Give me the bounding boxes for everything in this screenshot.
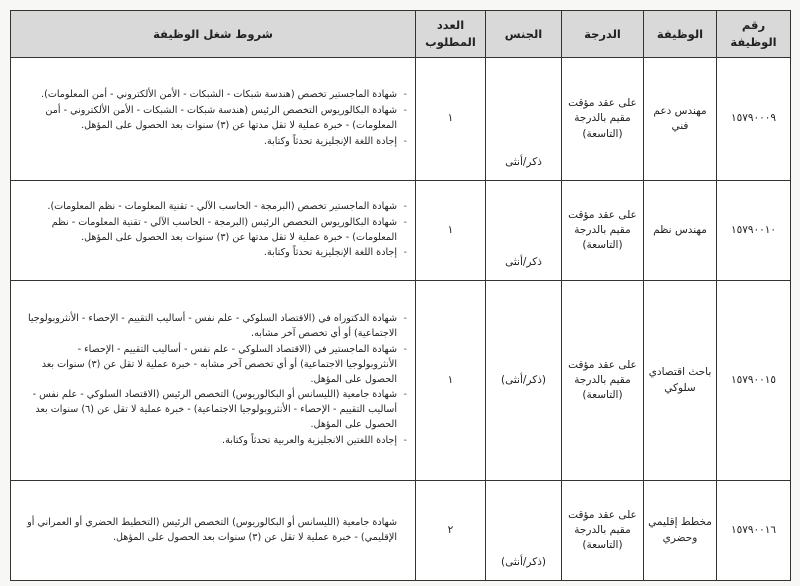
count-cell: ١ <box>416 281 486 481</box>
job-number-cell: ١٥٧٩٠٠١٠ <box>717 181 791 281</box>
table-row <box>11 481 791 581</box>
gender-cell: ذكر/أنثى <box>486 58 562 181</box>
table-row <box>11 58 791 181</box>
grade-cell: على عقد مؤقت مقيم بالدرجة (التاسعة) <box>562 181 644 281</box>
job-number-cell: ١٥٧٩٠٠١٥ <box>717 281 791 481</box>
conditions-cell <box>11 181 416 281</box>
condition-item: - شهادة البكالوريوس التخصص الرئيس (هندسة شبكات - الشبكات - الأمن الألكتروني - أمن المعلومات) - خبرة عملية لا تقل مدتها عن (٣) سنوات بعد الحصول على المؤهل. <box>25 104 397 134</box>
header-job-number: رقم الوظيفة <box>717 11 791 58</box>
count-cell: ٢ <box>416 481 486 581</box>
gender-cell: (ذكر/أنثى) <box>486 481 562 581</box>
condition-item: شهادة جامعية (الليسانس أو البكالوريوس) التخصص الرئيس (التخطيط الحضري أو العمراني أو الإقليمي) - خبرة عملية لا تقل عن (٣) سنوات بعد الحصول على المؤهل. <box>27 516 397 543</box>
condition-item: - إجادة اللغتين الانجليزية والعربية تحدثاً وكتابة. <box>25 434 397 449</box>
condition-item: - شهادة جامعية (الليسانس أو البكالوريوس) التخصص الرئيس (الاقتصاد السلوكي - علم نفس - أساليب التقييم - الإحصاء - الأنثروبولوجيا الاجتماعية) - خبرة عملية لا تقل عن (٦) سنوات بعد الحصول على المؤهل. <box>25 388 397 433</box>
count-cell: ١ <box>416 58 486 181</box>
condition-item: - شهادة الماجستير تخصص (هندسة شبكات - الشبكات - الأمن الألكتروني - أمن المعلومات). <box>25 88 397 103</box>
condition-item: - إجادة اللغة الإنجليزية تحدثاً وكتابة. <box>25 135 397 150</box>
conditions-cell <box>11 281 416 481</box>
condition-item: - شهادة البكالوريوس التخصص الرئيس (البرمجة - الحاسب الآلي - تقنية المعلومات - نظم المعلومات) - خبرة عملية لا تقل مدتها عن (٣) سنوات بعد الحصول على المؤهل. <box>25 216 397 246</box>
condition-item: - إجادة اللغة الإنجليزية تحدثاً وكتابة. <box>25 246 397 261</box>
condition-item: - شهادة الماجستير في (الاقتصاد السلوكي - علم نفس - أساليب التقييم - الإحصاء - الأنثروبولوجيا الاجتماعية) أو أي تخصص آخر مشابه - خبرة عملية لا تقل عن (٣) سنوات بعد الحصول على المؤهل. <box>25 343 397 388</box>
job-title-cell: مهندس دعم فني <box>644 58 717 181</box>
conditions-cell <box>11 481 416 581</box>
header-grade: الدرجة <box>562 11 644 58</box>
job-title-cell: باحث اقتصادي سلوكي <box>644 281 717 481</box>
gender-cell: (ذكر/أنثى) <box>486 281 562 481</box>
count-cell: ١ <box>416 181 486 281</box>
table-row <box>11 281 791 481</box>
header-count: العدد المطلوب <box>416 11 486 58</box>
header-job: الوظيفة <box>644 11 717 58</box>
grade-cell: على عقد مؤقت مقيم بالدرجة (التاسعة) <box>562 481 644 581</box>
header-row <box>11 11 791 58</box>
gender-cell: ذكر/أنثى <box>486 181 562 281</box>
table-row <box>11 181 791 281</box>
header-conditions: شروط شغل الوظيفة <box>11 11 416 58</box>
grade-cell: على عقد مؤقت مقيم بالدرجة (التاسعة) <box>562 281 644 481</box>
job-number-cell: ١٥٧٩٠٠١٦ <box>717 481 791 581</box>
grade-cell: على عقد مؤقت مقيم بالدرجة (التاسعة) <box>562 58 644 181</box>
conditions-cell <box>11 58 416 181</box>
job-conditions-table <box>10 10 791 581</box>
job-number-cell: ١٥٧٩٠٠٠٩ <box>717 58 791 181</box>
condition-item: - شهادة الدكتوراه في (الاقتصاد السلوكي - علم نفس - أساليب التقييم - الإحصاء - الأنثروبولوجيا الاجتماعية) أو أي تخصص آخر مشابه. <box>25 312 397 342</box>
job-title-cell: مخطط إقليمي وحضري <box>644 481 717 581</box>
header-gender: الجنس <box>486 11 562 58</box>
condition-item: - شهادة الماجستير تخصص (البرمجة - الحاسب الآلي - تقنية المعلومات - نظم المعلومات). <box>25 200 397 215</box>
job-title-cell: مهندس نظم <box>644 181 717 281</box>
